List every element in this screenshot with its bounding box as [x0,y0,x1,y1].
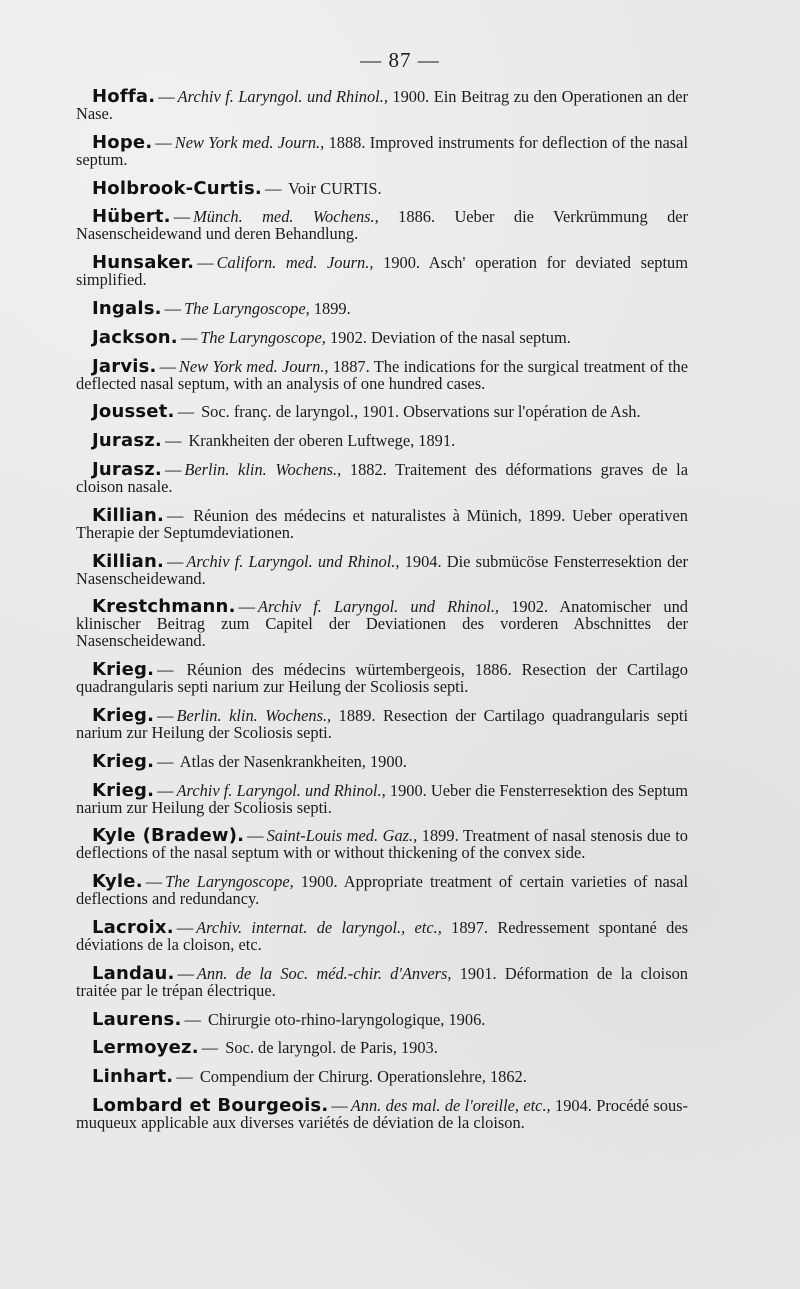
entry-dash: — [180,327,198,347]
entry-author: Hübert. [92,206,171,228]
entry-source: Archiv. internat. de laryngol., etc., [196,917,442,937]
entry-dash: — [155,132,172,152]
entry-dash: — [158,87,175,106]
entry-source: Archiv f. Laryngol. und Rhinol., [176,780,386,800]
entry-dash: — [247,826,264,846]
entry-text: Chirurgie oto-rhino-laryngologique, 1906. [207,1009,486,1029]
entry-text: 1899. Treatment of nasal stenosis due to deflections of the nasal septum with or without thickening of the convex side. [76,826,688,863]
entry-author: Krestchmann. [92,596,236,618]
entry-source: The Laryngoscope, [165,872,294,892]
entry-source: The Laryngoscope, [200,327,326,347]
entry-author: Krieg. [92,704,155,726]
entry-text: 1889. Resection der Cartilago quadrangularis septi narium zur Heilung der Scoliosis septi. [76,705,689,742]
entry-author: Jurasz. [92,458,162,480]
entry-author: Krieg. [92,659,155,681]
bibliography-entry [76,550,688,588]
entry-text: Réunion des médecins würtembergeois, 1886. Resection der Cartilago quadrangularis septi narium zur Heilung der Scoliosis septi. [76,660,688,697]
entry-author: Krieg. [92,750,155,772]
entry-dash: — [177,402,194,422]
entry-text: 1900. Appropriate treatment of certain varieties of nasal deflections and redundancy. [76,872,689,909]
entry-source: Berlin. klin. Wochens., [176,705,332,725]
entry-dash: — [159,356,176,376]
entry-dash: — [238,597,255,617]
entry-author: Kyle. [92,871,143,893]
entry-source: Archiv f. Laryngol. und Rhinol., [186,551,400,571]
bibliography-entry [76,1066,688,1088]
entry-source: New York med. Journ., [174,132,325,152]
entry-author: Ingals. [92,297,162,319]
bibliography-entry [76,458,688,496]
entry-text: 1900. Asch' operation for deviated septum simplified. [76,253,688,290]
entry-dash: — [157,705,174,725]
entry-source: New York med. Journ., [178,356,329,376]
entry-text: 1904. Procédé sous-muqueux applicable aux diverses variétés de déviation de la cloison. [76,1095,688,1132]
entry-source: Californ. med. Journ., [216,253,374,273]
entry-author: Jousset. [92,401,175,423]
page-number: — 87 — [360,48,440,72]
entry-author: Kyle (Bradew). [92,825,245,847]
entry-author: Killian. [92,504,165,526]
entry-author: Lacroix. [92,916,174,938]
entry-author: Linhart. [92,1066,174,1088]
bibliography-entry [76,1037,688,1059]
entry-source: The Laryngoscope, [184,298,310,318]
bibliography-entry [76,208,688,242]
entry-author: Hope. [92,131,153,153]
bibliography-entry [76,873,688,907]
entry-text: 1901. Déformation de la cloison traitée par le trépan électrique. [76,963,688,1000]
bibliography-entry [76,88,688,122]
entry-author: Landau. [92,962,175,984]
entry-source: Archiv f. Laryngol. und Rhinol., [177,87,388,106]
bibliography-entry [76,827,688,861]
bibliography-entry [76,430,688,452]
bibliography-entry [76,962,688,1000]
entry-text: Atlas der Nasenkrankheiten, 1900. [179,751,407,771]
entry-text: 1899. [313,298,351,318]
entry-dash: — [164,459,182,479]
entry-source: Saint-Louis med. Gaz., [266,826,418,846]
entry-text: 1888. Improved instruments for deflection of the nasal septum. [76,132,688,169]
entry-source: Ann. des mal. de l'oreille, etc., [350,1095,551,1115]
entry-author: Hoffa. [92,86,156,107]
bibliography-entry [76,254,688,288]
entry-dash: — [164,298,182,318]
entry-text: 1897. Redressement spontané des déviations de la cloison, etc. [76,917,688,954]
entry-source: Ann. de la Soc. méd.-chir. d'Anvers, [196,963,452,983]
bibliography-entry [76,504,688,542]
entry-text: Voir CURTIS. [288,178,382,198]
entry-dash: — [145,872,163,892]
entry-text: 1886. Ueber die Verkrümmung der Nasenscheidewand und deren Behandlung. [76,207,689,244]
entry-text: 1900. Ein Beitrag zu den Operationen an der Nase. [76,87,688,123]
entry-text: 1902. Deviation of the nasal septum. [329,327,571,347]
entry-dash: — [264,178,282,198]
entry-dash: — [184,1009,201,1029]
entry-dash: — [176,917,194,937]
entry-source: Berlin. klin. Wochens., [184,459,342,479]
entry-dash: — [164,431,182,451]
entry-author: Jurasz. [92,430,162,452]
bibliography-entry [76,598,688,649]
bibliography-entry [76,177,688,199]
bibliography-entry [76,297,688,319]
entry-dash: — [331,1095,348,1115]
entry-dash: — [157,780,174,800]
bibliography-entry [76,1008,688,1030]
entry-dash: — [157,751,174,771]
entry-dash: — [176,1067,193,1087]
entry-dash: — [201,1038,219,1058]
bibliography-entry [76,1094,688,1132]
entry-dash: — [173,207,191,227]
entry-text: 1900. Ueber die Fensterresektion des Septum narium zur Heilung der Scoliosis septi. [76,780,688,817]
entry-author: Krieg. [92,779,155,801]
entry-author: Holbrook-Curtis. [92,177,262,199]
entry-author: Killian. [92,550,165,572]
entry-dash: — [167,551,184,571]
bibliography-entry [76,704,689,742]
entry-author: Hunsaker. [92,252,195,274]
entry-author: Lombard et Bourgeois. [92,1094,329,1116]
bibliography-entry [76,131,688,169]
entry-text: 1887. The indications for the surgical treatment of the deflected nasal septum, with an analysis of one hundred cases. [76,356,688,393]
bibliography-entry [76,326,688,348]
bibliography-list [76,88,688,1143]
entry-dash: — [177,963,194,983]
bibliography-entry [76,916,688,954]
bibliography-entry [76,750,688,772]
entry-source: Archiv f. Laryngol. und Rhinol., [258,597,500,617]
entry-text: Soc. franç. de laryngol., 1901. Observations sur l'opération de Ash. [201,402,641,422]
entry-dash: — [157,660,174,680]
entry-text: Réunion des médecins et naturalistes à Münich, 1899. Ueber operativen Therapie der Septumdeviationen. [76,505,688,542]
entry-text: Compendium der Chirurg. Operationslehre, 1862. [199,1067,527,1087]
entry-text: Soc. de laryngol. de Paris, 1903. [225,1038,438,1058]
bibliography-entry [76,355,688,393]
entry-text: 1902. Anatomischer und klinischer Beitrag zum Capitel der Deviationen des vorderen Abschnittes der Nasenscheidewand. [76,597,688,651]
bibliography-entry [76,661,688,695]
entry-author: Jackson. [92,326,178,348]
entry-author: Laurens. [92,1008,182,1030]
entry-dash: — [167,505,184,525]
entry-text: 1904. Die submücöse Fensterresektion der Nasenscheidewand. [76,551,688,588]
entry-author: Lermoyez. [92,1037,199,1059]
entry-text: Krankheiten der oberen Luftwege, 1891. [188,431,456,451]
bibliography-entry [76,779,688,817]
bibliography-entry [76,401,688,423]
entry-source: Münch. med. Wochens., [193,207,379,227]
entry-author: Jarvis. [92,355,157,377]
entry-dash: — [197,253,214,273]
entry-text: 1882. Traitement des déformations graves de la cloison nasale. [76,459,688,496]
